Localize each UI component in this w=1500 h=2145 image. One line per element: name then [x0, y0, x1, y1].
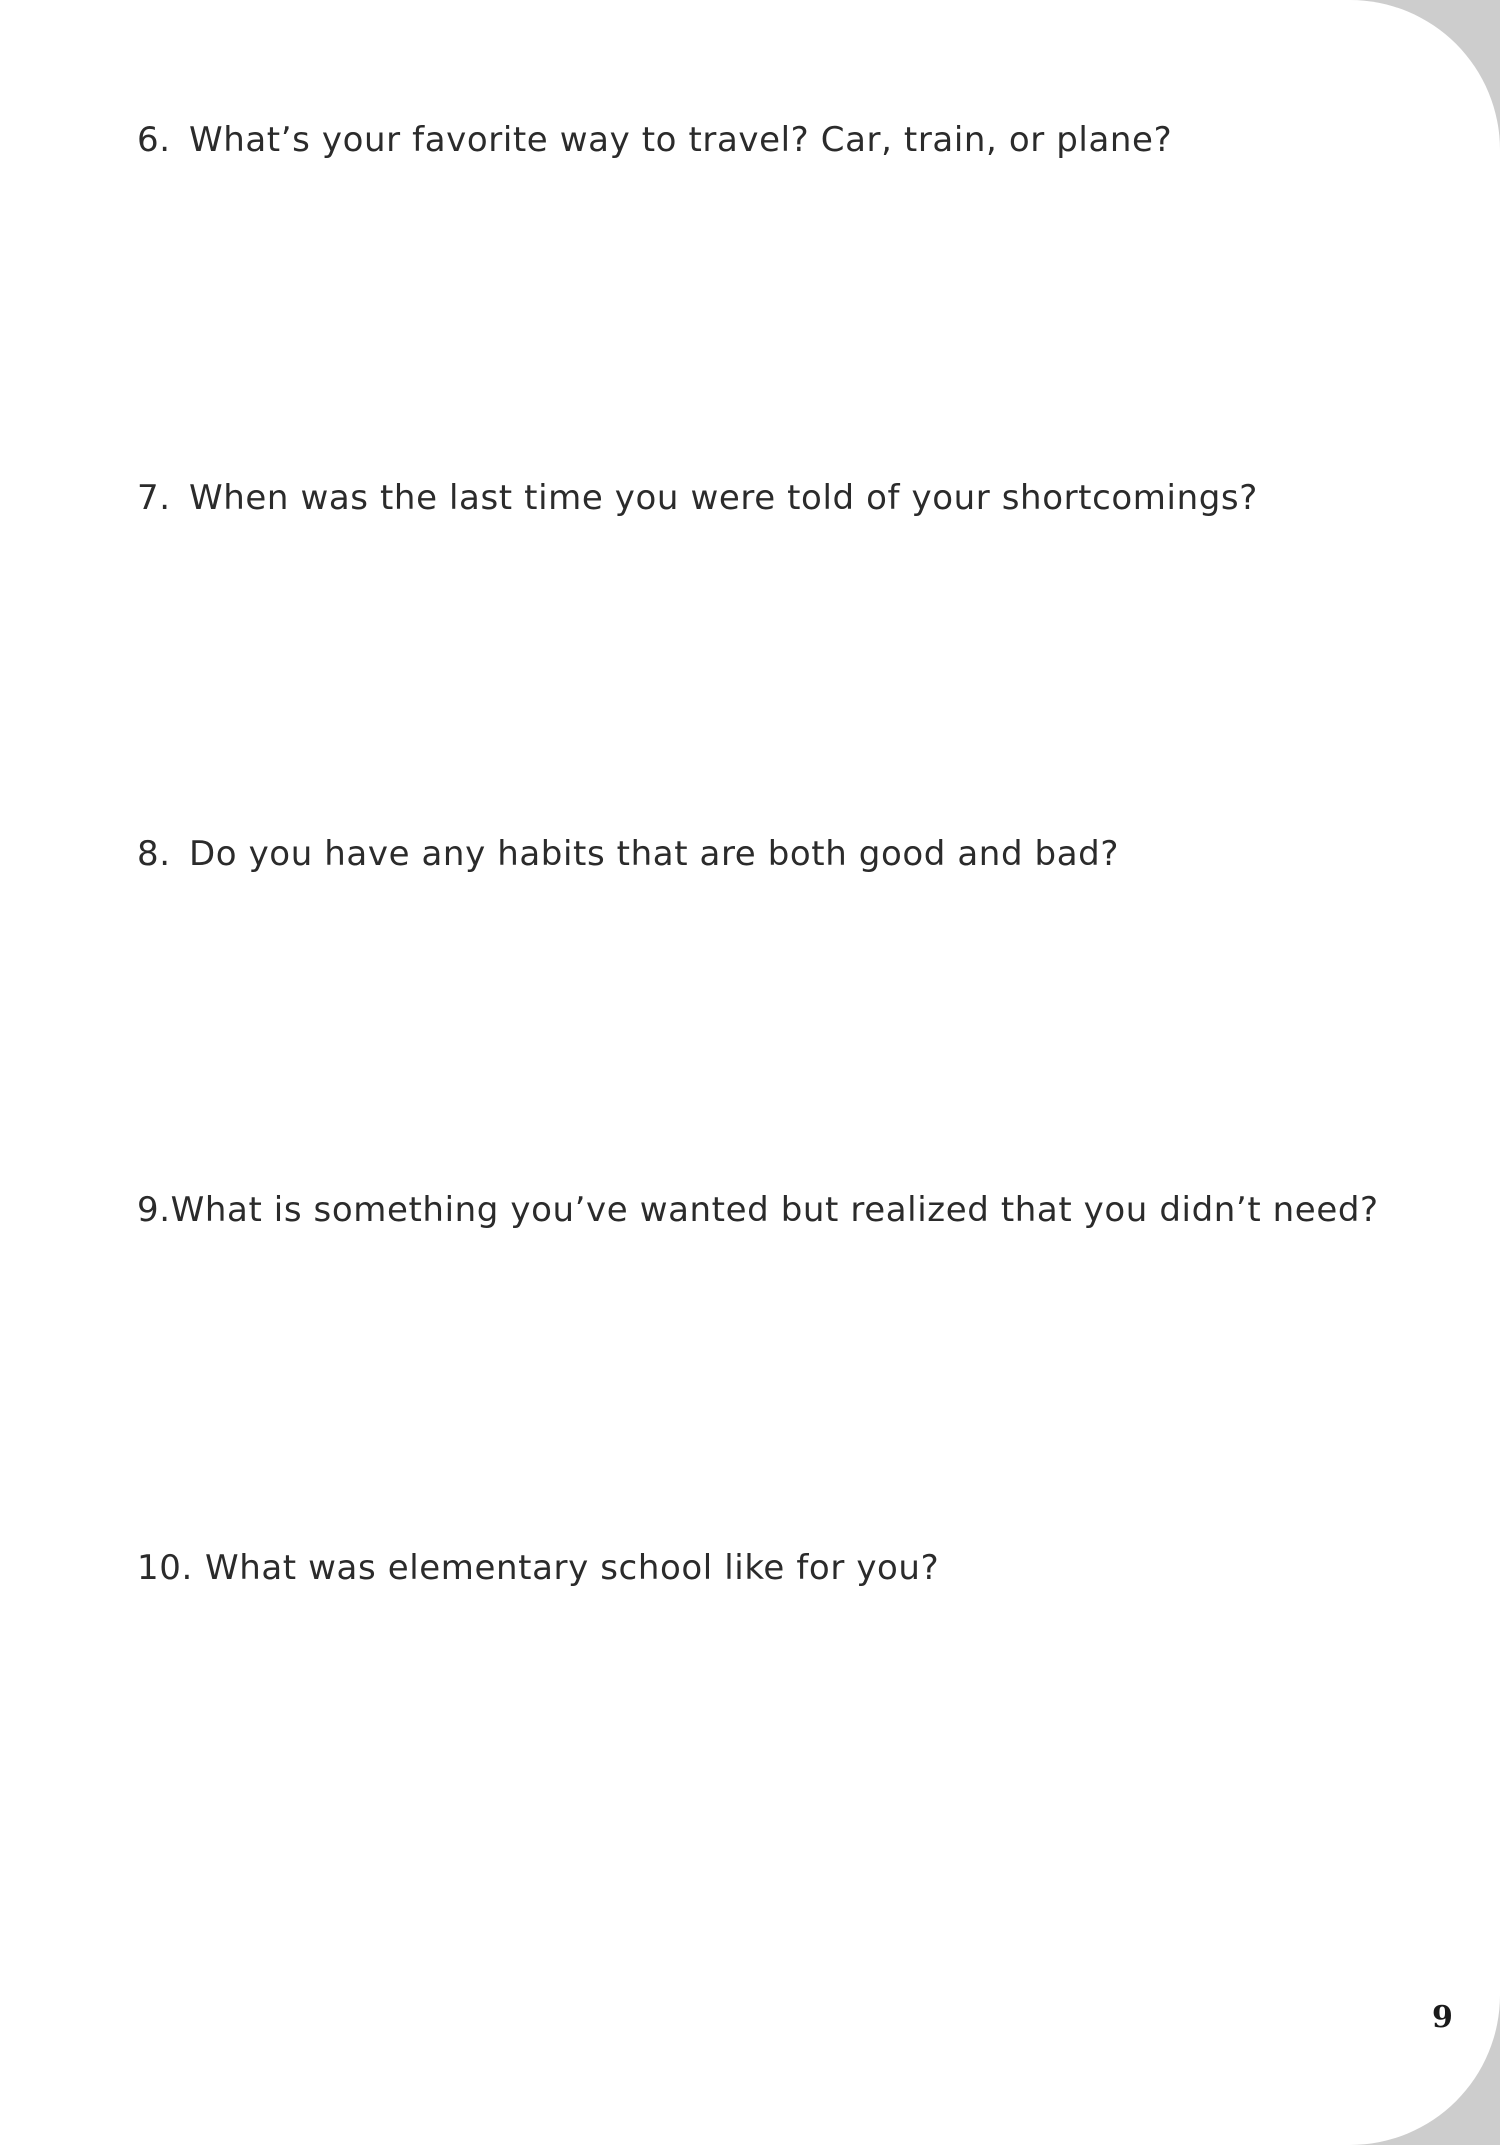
question-number: 7.: [137, 478, 171, 518]
question-text: What was elementary school like for you?: [205, 1548, 940, 1588]
question-text: What’s your favorite way to travel? Car, train, or plane?: [189, 120, 1173, 160]
page-number: 9: [1432, 2000, 1453, 2035]
question-text: Do you have any habits that are both good and bad?: [189, 834, 1119, 874]
question-number: 10.: [137, 1548, 193, 1588]
question-number: 6.: [137, 120, 171, 160]
question-item: [137, 834, 1377, 874]
question-item: [137, 120, 1377, 160]
question-number: 9.: [137, 1190, 171, 1230]
question-item: [137, 478, 1377, 518]
question-item: [137, 1548, 1377, 1588]
question-item: [137, 1190, 1377, 1230]
question-number: 8.: [137, 834, 171, 874]
question-text: What is something you’ve wanted but realized that you didn’t need?: [170, 1190, 1379, 1230]
question-text: When was the last time you were told of your shortcomings?: [189, 478, 1258, 518]
